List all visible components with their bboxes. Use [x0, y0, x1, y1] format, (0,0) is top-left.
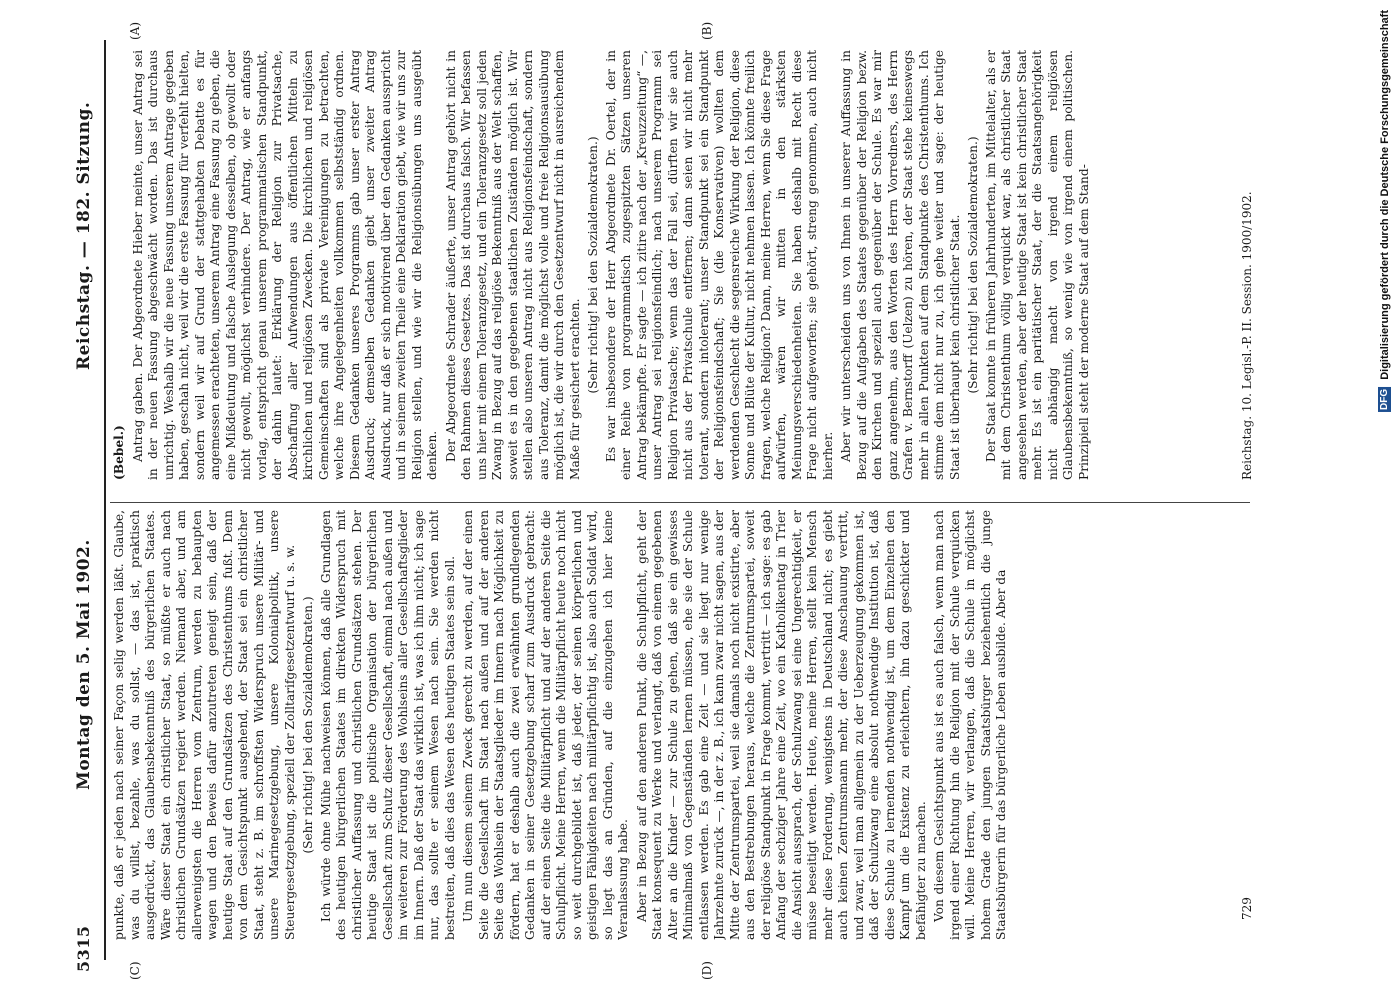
margin-label-c: (C)	[128, 961, 142, 980]
digitization-credit	[1378, 10, 1391, 412]
paragraph: Antrag gaben. Der Abgeordnete Hieber meinte, unser Antrag sei in der neuen Fassung abgeschwächt worden. Das ist durchaus unrichtig. Weshalb wir die neue Fassung unserem Antrage gegeben haben, geschah nicht, weil wir die erste Fassung für verfehlt hielten, sondern weil wir auf Grund der stattgehabten Debatte es für angemessen erachteten, unserem Antrag eine Fassung zu geben, die eine Mißdeutung und falsche Auslegung desselben, ob gewollt oder nicht gewollt, möglichst verhindere. Der Antrag, wie er anfangs vorlag, entspricht genau unserem programmatischen Standpunkt, der dahin lautet: Erklärung der Religion zur Privatsache, Abschaffung aller Aufwendungen aus öffentlichen Mitteln zu kirchlichen und religiösen Zwecken. Die kirchlichen und religiösen Gemeinschaften sind als private Vereinigungen zu betrachten, welche ihre Angelegenheiten vollkommen selbstständig ordnen. Diesem Gedanken unseres Programms gab unser erster Antrag Ausdruck; demselben Gedanken giebt unser zweiter Antrag Ausdruck, nur daß er sich motivirend über den Gedanken ausspricht und in seinem zweiten Theile eine Deklaration giebt, wie wir uns zur Religion stellen, und wie wir die Religionsübungen uns ausgeübt denken.	[130, 50, 439, 480]
footer-session-info: Reichstag. 10. Legisl.-P. II. Session. 1900/1902.	[1240, 191, 1254, 480]
paragraph: Aber in Bezug auf den anderen Punkt, die Schulpflicht, geht der Staat konsequent zu Werke und verlangt, daß von einem gegebenen Alter an die Kinder — zur Schule zu gehen, daß sie ein gewisses Minimalmaß von Gegenständen lernen müssen, ehe sie der Schule entlassen werden. Es gab eine Zeit — und sie liegt nur wenige Jahrzehnte zurück —, in der z. B., ich kann zwar nicht sagen, aus der Mitte der Zentrumspartei, weil sie damals noch nicht existirte, aber aus den Bestrebungen heraus, welche die Zentrumspartei, soweit der religiöse Standpunkt in Frage kommt, vertritt — ich sage: es gab Anfang der sechziger Jahre eine Zeit, wo ein Katholikentag in Trier die Ansicht aussprach, der Schulzwang sei eine Ungerechtigkeit, er müsse beseitigt werden. Heute, meine Herren, stellt kein Mensch mehr diese Forderung, wenigstens in Deutschland nicht; es giebt auch keinen Zentrumsmann mehr, der diese Anschauung vertritt, und zwar, weil man allgemein zu der Ueberzeugung gekommen ist, daß der Schulzwang eine absolut nothwendige Institution ist, daß diese Schule zu lernenden nothwendig ist, um dem Einzelnen den Kampf um die Existenz zu erleichtern, ihn dazu geschickter und befähigter zu machen.	[634, 510, 928, 940]
margin-label-b: (B)	[700, 21, 714, 40]
header-date: Montag den 5. Mai 1902.	[74, 539, 94, 790]
paragraph: punkte, daß er jeden nach seiner Façon selig werden läßt. Glaube, was du willst, bezahle, was du sollst, — das ist, praktisch ausgedrückt, das Glaubensbekenntniß des bürgerlichen Staates. Wäre dieser Staat ein christlicher Staat, so müßte er auch nach christlichen Grundsätzen regiert werden. Niemand aber, und am allerwenigsten die Herren vom Zentrum, werden zu behaupten wagen und den Beweis dafür anzutreten geneigt sein, daß der heutige Staat auf den Grundsätzen des Christenthums fußt. Denn von dem Gesichtspunkt ausgehend, der Staat sei ein christlicher Staat, steht z. B. im schroffsten Widerspruch unsere Militär- und unsere Marinegesetzgebung, unsere Kolonialpolitik, unsere Steuergesetzgebung, speziell der Zolltarifgesetzentwurf u. s. w.	[112, 510, 297, 940]
interjection: (Sehr richtig! bei den Sozialdemokraten.)	[586, 136, 600, 394]
paragraph: Von diesem Gesichtspunkt aus ist es auch falsch, wenn man nach irgend einer Richtung hin die Religion mit der Schule verquicken will. Meine Herren, wir verlangen, daß die Schule in möglichst hohem Grade den jungen Staatsbürger beziehentlich die junge Staatsbürgerin für das bürgerliche Leben ausbilde. Aber da	[932, 510, 1008, 940]
header-session: Reichstag. — 182. Sitzung.	[74, 101, 94, 370]
left-column	[112, 50, 1232, 480]
speaker-tag: (Bebel.)	[112, 425, 126, 480]
paragraph: Es war insbesondere der Herr Abgeordnete Dr. Oertel, der in einer Reihe von programmatisch zugespitzten Sätzen unseren Antrag bekämpfte. Er sagte — ich zitire nach der „Kreuzzeitung“ —, unser Antrag sei religionsfeindlich; nach unserem Programm sei Religion Privatsache; wenn das der Fall sei, dürften wir sie auch nicht aus der Privatschule entfernen; dann seien wir nicht mehr tolerant, sondern intolerant; unser Standpunkt sei ein Standpunkt der Religionsfeindschaft; Sie (die Konservativen) wollten dem werdenden Geschlecht die segensreiche Wirkung der Religion, diese Sonne und Blüte der Kultur, nicht nehmen lassen. Ich könnte freilich fragen, welche Religion? Dann, meine Herren, wenn Sie diese Frage aufwürfen, wären wir mitten in den stärksten Meinungsverschiedenheiten. Sie haben deshalb mit Recht diese Frage nicht aufgeworfen; sie gehört, streng genommen, auch nicht hierher.	[603, 50, 835, 480]
paragraph: Der Staat konnte in früheren Jahrhunderten, im Mittelalter, als er mit dem Christenthum völlig verquickt war, als christlicher Staat angesehen werden, aber der heutige Staat ist kein christlicher Staat mehr. Es ist ein paritätischer Staat, der die Staatsangehörigkeit nicht abhängig macht von irgend einem religiösen Glaubensbekenntniß, so wenig wie von irgend einem politischen. Prinzipiell steht der moderne Staat auf dem Stand-	[983, 50, 1091, 480]
footer-page-marker: 729	[1240, 897, 1254, 920]
header-page-number: 5315	[74, 925, 93, 972]
dfg-logo-badge: DFG	[1379, 388, 1390, 410]
credit-text: Digitalisierung gefördert durch die Deutsche Forschungsgemeinschaft	[1379, 10, 1391, 380]
right-column	[112, 510, 1232, 940]
header-rule	[104, 40, 106, 960]
page-header	[0, 0, 94, 1000]
paragraph: Ich würde ohne Mühe nachweisen können, daß alle Grundlagen des heutigen bürgerlichen Staates im direkten Widerspruch mit christlicher Auffassung und christlichen Grundsätzen stehen. Der heutige Staat ist die politische Organisation der bürgerlichen Gesellschaft zum Schutz dieser Gesellschaft, einmal nach außen und im weiteren zur Förderung des Wohlseins aller Gesellschaftsglieder im Innern. Daß der Staat das wirklich ist, was ich ihm nicht; ich sage nur, das sollte er seinem Wesen nach sein. Sie werden nicht bestreiten, daß dies das Wesen des heutigen Staates sein soll.	[318, 510, 457, 940]
paragraph: Aber wir unterscheiden uns von Ihnen in unserer Auffassung in Bezug auf die Aufgaben des Staates gegenüber der Religion bezw. den Kirchen und speziell auch gegenüber der Schule. Es war mir ganz angenehm, aus den Worten des Herrn Vorredners, des Herrn Grafen v. Bernstorff (Uelzen) zu hören, der Staat stehe keineswegs mehr in allen Punkten auf dem Standpunkte des Christenthums. Ich stimme dem nicht nur zu, ich gehe weiter und sage: der heutige Staat ist überhaupt kein christlicher Staat.	[839, 50, 962, 480]
margin-label-a: (A)	[128, 21, 142, 40]
paragraph: Um nun diesem seinem Zweck gerecht zu werden, auf der einen Seite die Gesellschaft im Staat nach außen und auf der anderen Seite das Wohlsein der Staatsglieder im Innern nach Möglichkeit zu fördern, hat er deshalb auch die zwei erwähnten grundlegenden Gedanken in seiner Gesetzgebung scharf zum Ausdruck gebracht: auf der einen Seite die Militärpflicht und auf der anderen Seite die Schulpflicht. Meine Herren, wenn die Militärpflicht heute noch nicht so weit durchgebildet ist, daß jeder, der seinen körperlichen und geistigen Fähigkeiten nach militärpflichtig ist, also auch Soldat wird, so liegt das an Gründen, auf die einzugehen ich hier keine Veranlassung habe.	[461, 510, 630, 940]
margin-label-d: (D)	[700, 961, 714, 980]
interjection: (Sehr richtig! bei den Sozialdemokraten.)	[301, 596, 315, 854]
paragraph: Der Abgeordnete Schrader äußerte, unser Antrag gehört nicht in den Rahmen dieses Gesetzes. Das ist durchaus falsch. Wir befassen uns hier mit einem Toleranzgesetz, und ein Toleranzgesetz soll jeden Zwang in Bezug auf das religiöse Bekenntniß aus der Welt schaffen, soweit es in den gegebenen staatlichen Zuständen möglich ist. Wir stellen also unseren Antrag nicht aus Religionsfeindschaft, sondern aus Toleranz, damit die möglichst volle und freie Religionsausübung möglich ist, die wir durch den Gesetzentwurf nicht in ausreichendem Maße für gesichert erachten.	[443, 50, 582, 480]
column-divider	[110, 502, 1250, 503]
interjection: (Sehr richtig! bei den Sozialdemokraten.)	[966, 136, 980, 394]
